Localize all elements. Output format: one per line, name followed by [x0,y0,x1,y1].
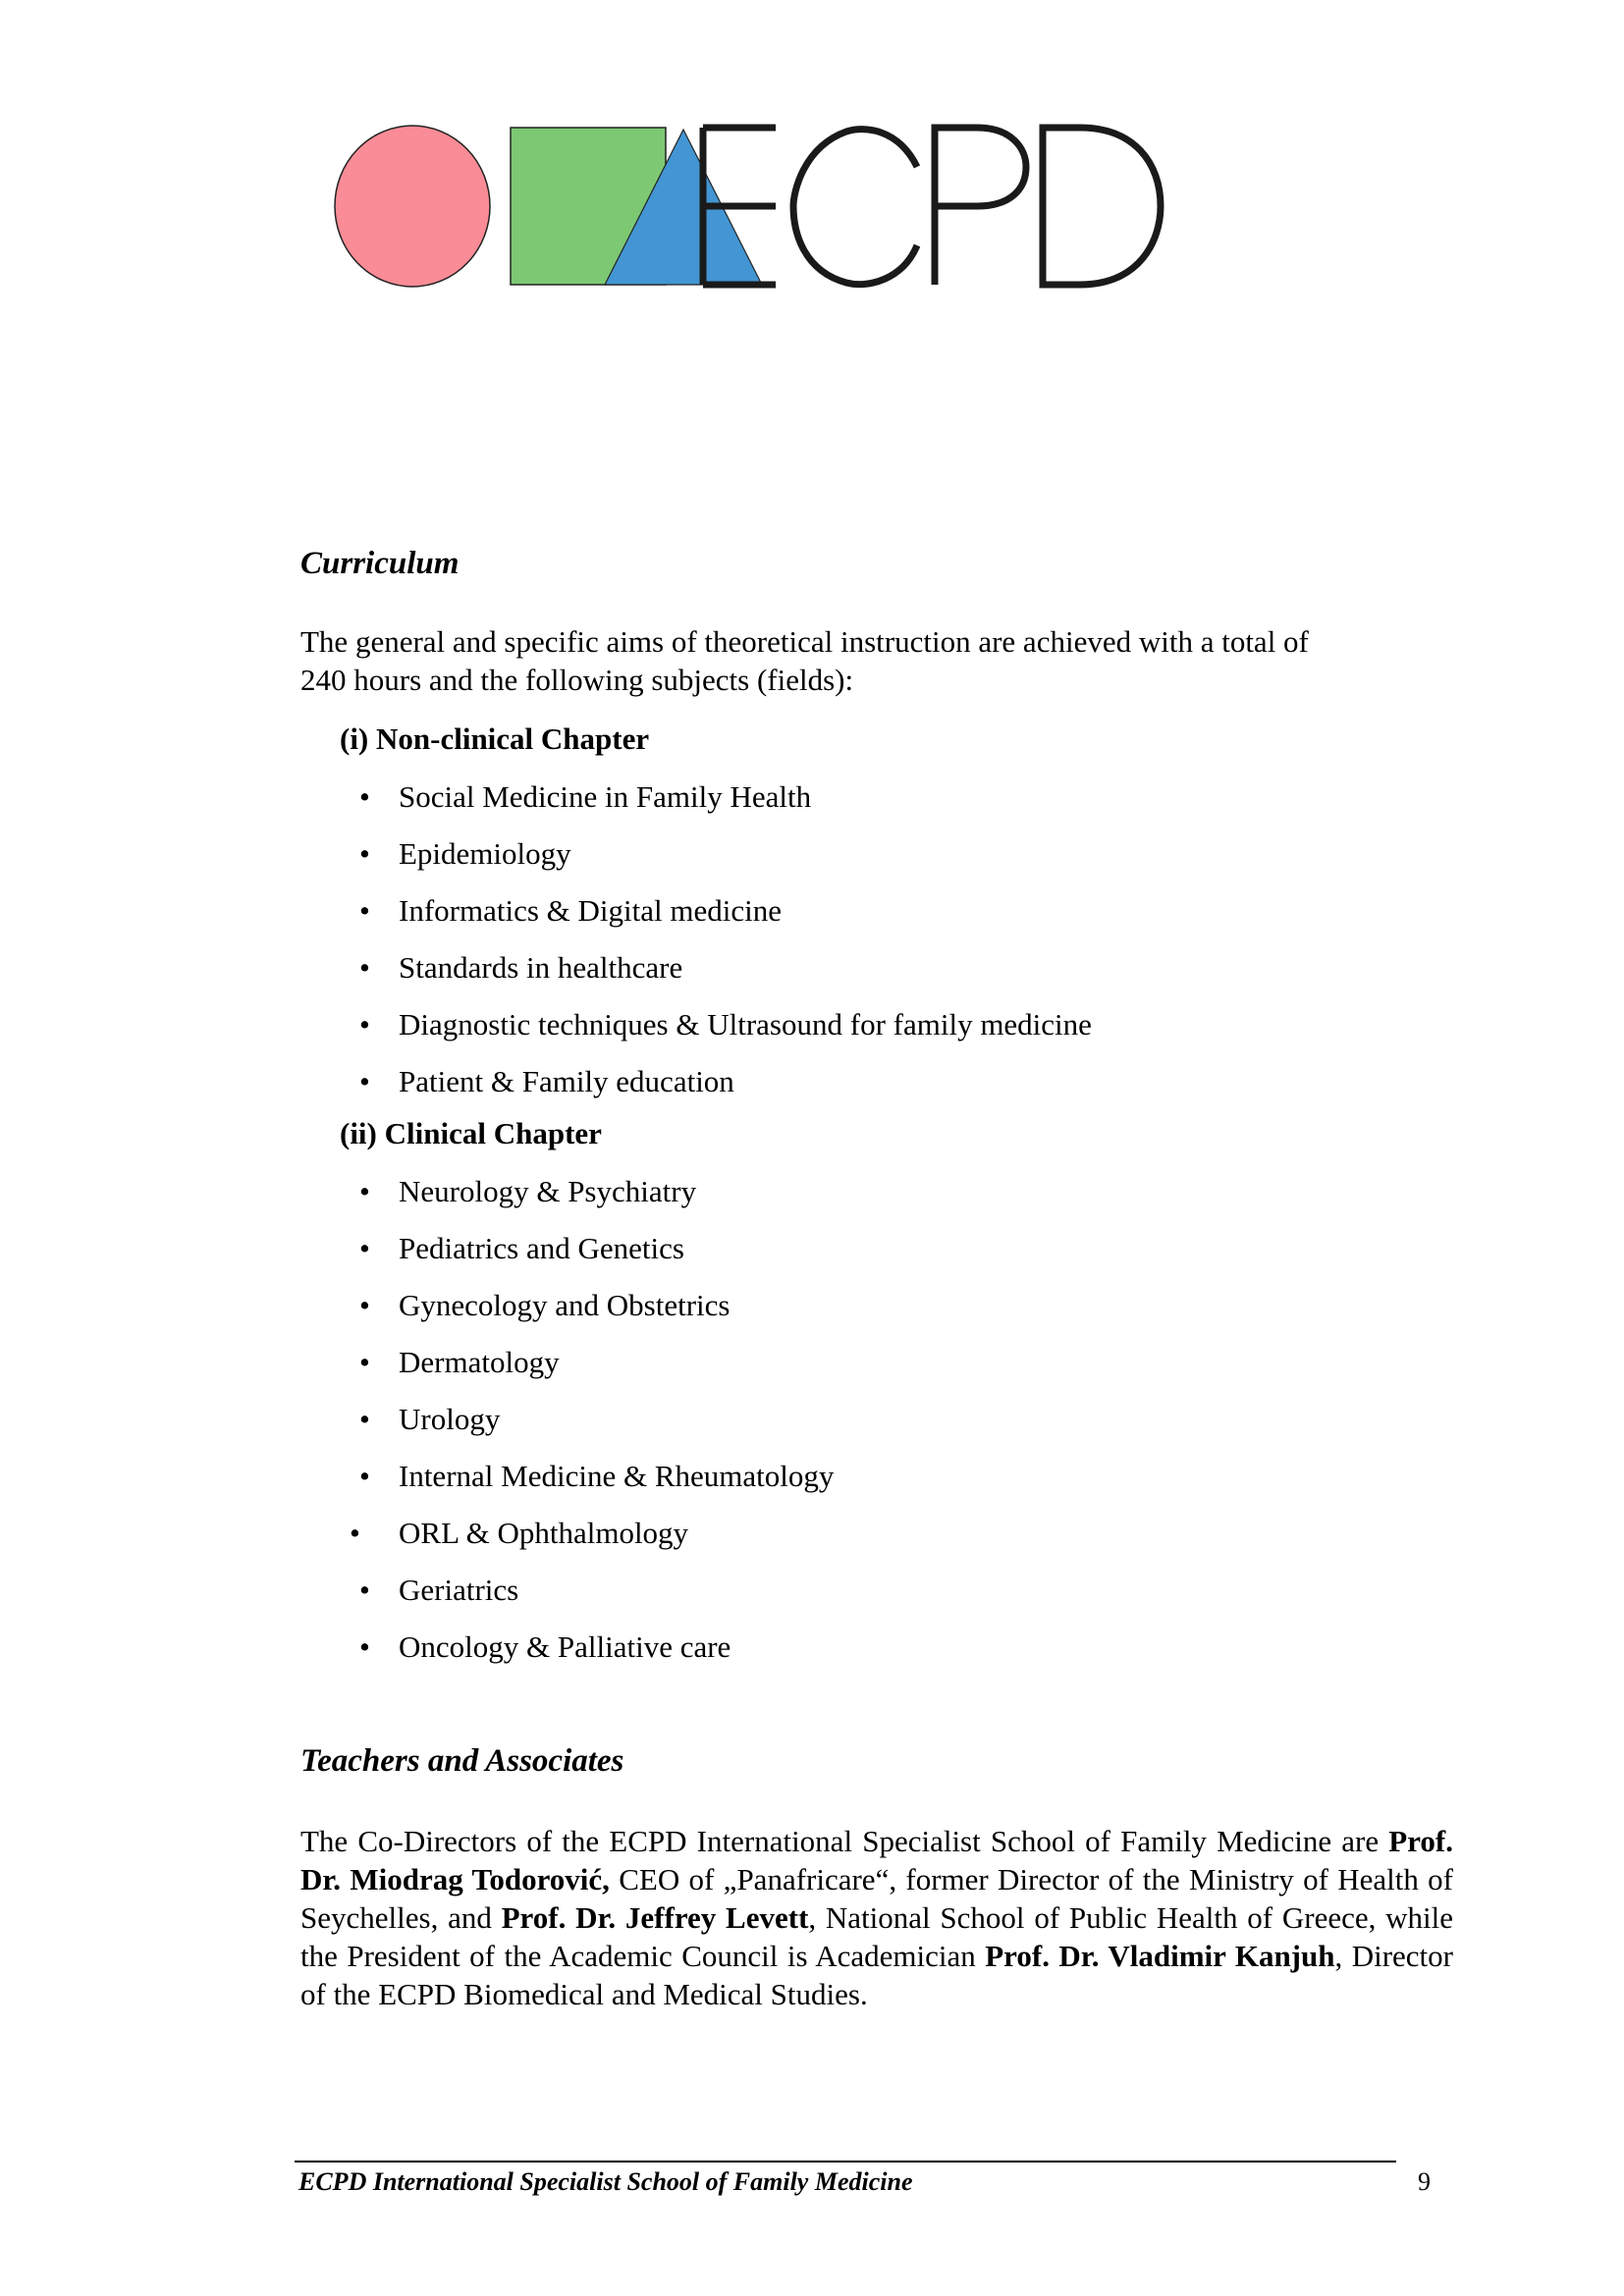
logo-text-ecpd [703,128,1161,285]
list-item: Informatics & Digital medicine [399,893,782,928]
teachers-paragraph [300,1822,1453,2013]
bullet-icon: • [350,1516,360,1550]
president-name: Prof. Dr. Vladimir Kanjuh [985,1939,1335,1973]
list-item: Gynecology and Obstetrics [399,1288,731,1322]
list-item: Internal Medicine & Rheumatology [399,1459,835,1493]
bullet-icon: • [359,1007,370,1041]
bullet-icon: • [359,1231,370,1265]
footer-title: ECPD International Specialist School of Family Medicine [298,2167,913,2196]
list-item: Geriatrics [399,1573,519,1607]
bullet-icon: • [359,1459,370,1493]
footer-divider [295,2161,1396,2163]
chapter-title-clinical: (ii) Clinical Chapter [340,1116,602,1150]
list-item: Diagnostic techniques & Ultrasound for family medicine [399,1007,1092,1041]
ecpd-logo [334,124,1335,289]
bullet-icon: • [359,1402,370,1436]
page-number: 9 [1418,2167,1431,2196]
list-item: Urology [399,1402,501,1436]
list-item: Standards in healthcare [399,950,683,985]
list-item: ORL & Ophthalmology [399,1516,689,1550]
list-item: Oncology & Palliative care [399,1629,731,1664]
bullet-icon: • [359,950,370,985]
list-item: Epidemiology [399,836,571,871]
bullet-icon: • [359,1174,370,1208]
text-span: The Co-Directors of the ECPD International Specialist School of Family Medicine are [300,1824,1389,1858]
list-item: Neurology & Psychiatry [399,1174,697,1208]
curriculum-heading: Curriculum [300,546,460,581]
text-span: , Director of the ECPD Biomedical and Medical Studies. [300,1939,1453,2011]
bullet-icon: • [359,1345,370,1379]
list-item: Pediatrics and Genetics [399,1231,684,1265]
bullet-icon: • [359,779,370,814]
bullet-icon: • [359,1629,370,1664]
bullet-icon: • [359,1288,370,1322]
bullet-icon: • [359,1573,370,1607]
curriculum-intro-line-1: The general and specific aims of theoretical instruction are achieved with a total of [300,624,1309,659]
text-span: , National School of Public Health of Greece, while the President of the Academic Council is Academician [300,1900,1454,1973]
list-item: Dermatology [399,1345,560,1379]
bullet-icon: • [359,1064,370,1098]
logo-circle-shape [335,126,490,287]
co-director-name: Prof. Dr. Jeffrey Levett [501,1900,809,1935]
list-item: Social Medicine in Family Health [399,779,812,814]
bullet-icon: • [359,836,370,871]
list-item: Patient & Family education [399,1064,734,1098]
bullet-icon: • [359,893,370,928]
text-span: CEO of „Panafricare“, former Director of the Ministry of Health of Seychelles, and [300,1862,1454,1935]
teachers-heading: Teachers and Associates [300,1743,624,1779]
chapter-title-non-clinical: (i) Non-clinical Chapter [340,721,650,756]
co-director-name: Prof. Dr. Miodrag Todorović, [300,1824,1453,1896]
curriculum-intro-line-2: 240 hours and the following subjects (fields): [300,663,854,697]
